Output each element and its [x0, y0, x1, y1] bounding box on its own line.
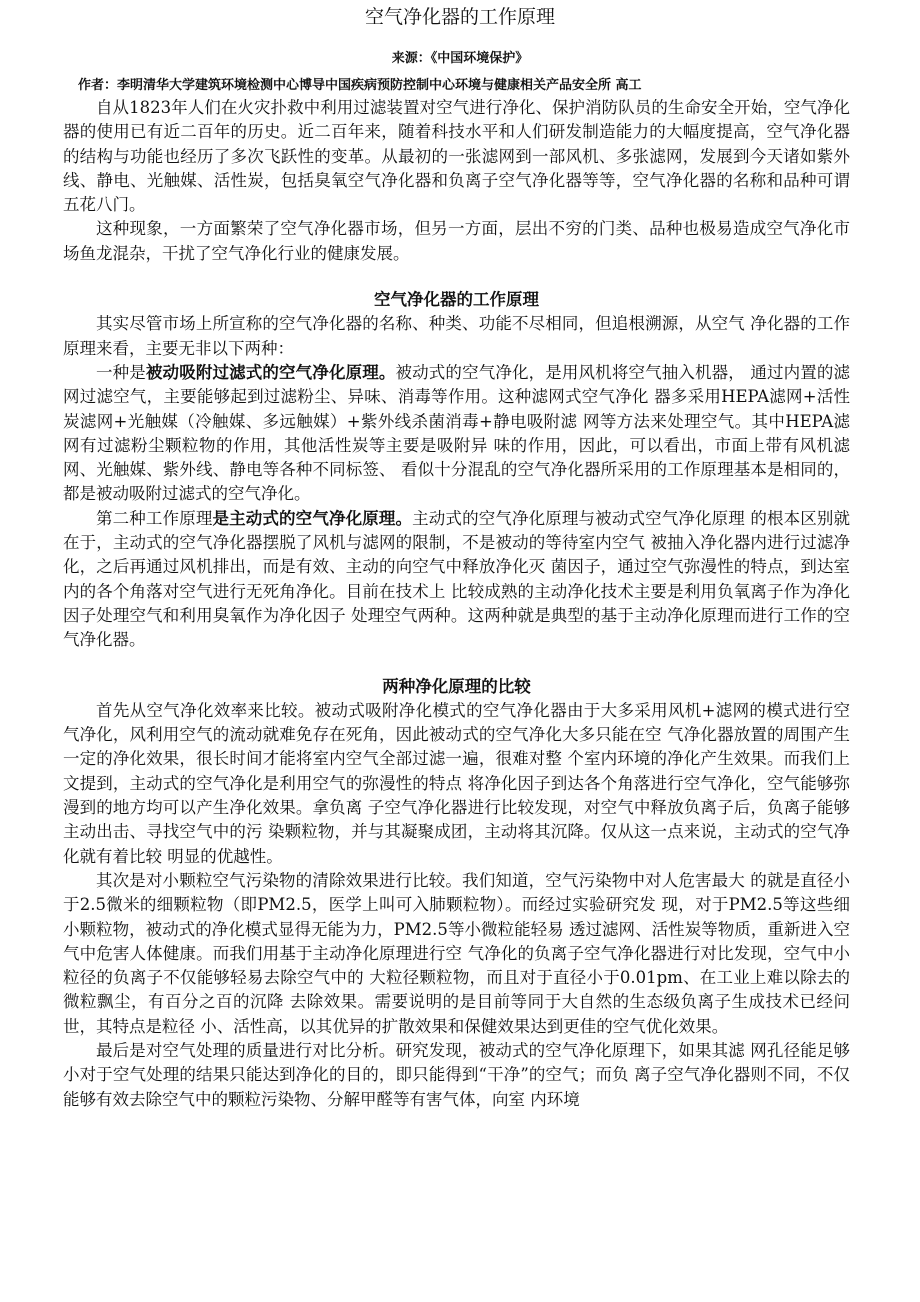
comparison-paragraph-3: 最后是对空气处理的质量进行对比分析。研究发现，被动式的空气净化原理下，如果其滤 网孔径能足够小对于空气处理的结果只能达到净化的目的，即只能得到“干净”的空气；而负 离子空气净化器则不同，不仅能够有效去除空气中的颗粒污染物、分解甲醛等有害气体，向室 内环境 — [63, 1040, 850, 1109]
author-line: 作者：李明清华大学建筑环境检测中心博导中国疾病预防控制中心环境与健康相关产品安全所 高工 — [78, 78, 642, 93]
section-heading-comparison: 两种净化原理的比较 — [382, 676, 531, 696]
active-principle-term: 是主动式的空气净化原理。 — [212, 508, 413, 528]
document-body — [63, 96, 850, 1112]
principles-paragraph-3 — [63, 507, 850, 653]
principles-paragraph-1: 其实尽管市场上所宣称的空气净化器的名称、种类、功能不尽相同，但追根溯源，从空气 净化器的工作原理来看，主要无非以下两种： — [63, 314, 850, 358]
paragraph-text: 被动式的空气净化，是用风机将空气抽入机器， 通过内置的滤网过滤空气，主要能够起到过滤粉尘、异味、消毒等作用。这种滤网式空气净化 器多采用HEPA滤网+活性炭滤网+光触媒（冷触媒、多远触媒）+紫外线杀菌消毒+静电吸附滤 网等方法来处理空气。其中HEPA滤网有过滤粉尘颗粒物的作用，其他活性炭等主要是吸附异 味的作用，因此，可以看出，市面上带有风机滤网、光触媒、紫外线、静电等各种不同标签、 看似十分混乱的空气净化器所采用的工作原理基本是相同的，都是被动吸附过滤式的空气净化。 — [63, 362, 851, 504]
paragraph-lead: 一种是 — [96, 362, 146, 382]
passive-principle-term: 被动吸附过滤式的空气净化原理。 — [145, 362, 396, 382]
intro-paragraph-1: 自从1823年人们在火灾扑救中利用过滤装置对空气进行净化、保护消防队员的生命安全开始，空气净化器的使用已有近二百年的历史。近二百年来，随着科技水平和人们研发制造能力的大幅度提高，空气净化器的结构与功能也经历了多次飞跃性的变革。从最初的一张滤网到一部风机、多张滤网，发展到今天诸如紫外线、静电、光触媒、活性炭，包括臭氧空气净化器和负离子空气净化器等等，空气净化器的名称和品种可谓五花八门。 — [63, 98, 850, 215]
paragraph-text: 主动式的空气净化原理与被动式空气净化原理 的根本区别就在于，主动式的空气净化器摆脱了风机与滤网的限制，不是被动的等待室内空气 被抽入净化器内进行过滤净化，之后再通过风机排出，而是有效、主动的向空气中释放净化灭 菌因子，通过空气弥漫性的特点，到达室内的各个角落对空气进行无死角净化。目前在技术上 比较成熟的主动净化技术主要是利用负氧离子作为净化因子处理空气和利用臭氧作为净化因子 处理空气两种。这两种就是典型的基于主动净化原理而进行工作的空气净化器。 — [63, 508, 851, 650]
source-line: 来源：《中国环境保护》 — [391, 51, 529, 66]
comparison-paragraph-2: 其次是对小颗粒空气污染物的清除效果进行比较。我们知道，空气污染物中对人危害最大 的就是直径小于2.5微米的细颗粒物（即PM2.5，医学上叫可入肺颗粒物）。而经过实验研究发 现，对于PM2.5等这些细小颗粒物，被动式的净化模式显得无能为力，PM2.5等小微粒能轻易 透过滤网、活性炭等物质，重新进入空气中危害人体健康。而我们用基于主动净化原理进行空 气净化的负离子空气净化器进行对比发现，空气中小粒径的负离子不仅能够轻易去除空气中的 大粒径颗粒物，而且对于直径小于0.01pm、在工业上难以除去的微粒飘尘，有百分之百的沉降 去除效果。需要说明的是目前等同于大自然的生态级负离子生成技术已经问世，其特点是粒径 小、活性高，以其优异的扩散效果和保健效果达到更佳的空气优化效果。 — [63, 870, 850, 1036]
principles-paragraph-2 — [63, 361, 850, 507]
comparison-paragraph-1: 首先从空气净化效率来比较。被动式吸附净化模式的空气净化器由于大多采用风机+滤网的模式进行空气净化，风利用空气的流动就难免存在死角，因此被动式的空气净化大多只能在空 气净化器放置的周围产生一定的净化效果，很长时间才能将室内空气全部过滤一遍，很难对整 个室内环境的净化产生效果。而我们上文提到，主动式的空气净化是利用空气的弥漫性的特点 将净化因子到达各个角落进行空气净化，空气能够弥漫到的地方均可以产生净化效果。拿负离 子空气净化器进行比较发现，对空气中释放负离子后，负离子能够主动出击、寻找空气中的污 染颗粒物，并与其凝聚成团，主动将其沉降。仅从这一点来说，主动式的空气净化就有着比较 明显的优越性。 — [63, 700, 850, 866]
document-title: 空气净化器的工作原理 — [364, 6, 555, 28]
intro-paragraph-2: 这种现象，一方面繁荣了空气净化器市场，但另一方面，层出不穷的门类、品种也极易造成空气净化市场鱼龙混杂，干扰了空气净化行业的健康发展。 — [63, 219, 850, 263]
paragraph-lead: 第二种工作原理 — [96, 508, 213, 528]
section-heading-principles: 空气净化器的工作原理 — [374, 290, 539, 310]
